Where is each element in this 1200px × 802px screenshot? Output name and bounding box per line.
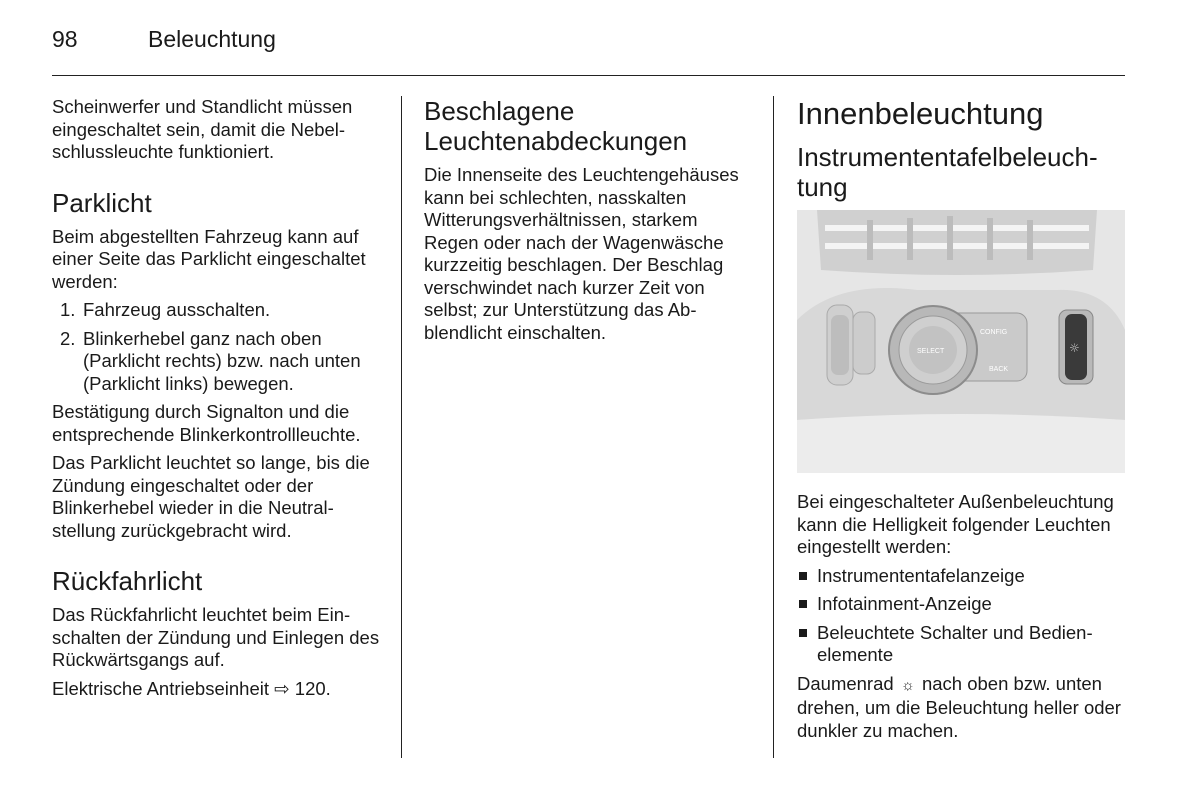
step-text: Blinkerhebel ganz nach oben (Parklicht rechts) bzw. nach unten (Parklicht links) bewegen. [83, 327, 361, 394]
header-divider [52, 75, 1125, 76]
list-item: Instrumententafelanzeige [797, 565, 1127, 588]
bullet-square-icon [799, 629, 807, 637]
step-text: Fahrzeug ausschalten. [83, 299, 271, 320]
list-item [52, 299, 382, 322]
rueckfahrlicht-paragraph: Das Rückfahrlicht leuchtet beim Einschalten der Zündung und Einlegen des Rückwärtsgangs auf. [52, 604, 380, 670]
adjustable-lights-list [797, 565, 1127, 667]
step-number: 1. [60, 299, 76, 320]
parklicht-paragraph-2: Bestätigung durch Signalton und die entsprechende Blinkerkontrollleuchte. [52, 401, 361, 445]
thumbwheel-paragraph: Daumenrad ☼ nach oben bzw. unten drehen, um die Beleuchtung heller oder dunkler zu machen. [797, 672, 1121, 741]
dashboard-control-illustration [797, 210, 1125, 473]
fogging-heading: Beschlagene Leuchtenabdeckungen [424, 96, 688, 156]
page-header [52, 26, 1125, 76]
rueckfahrlicht-heading: Rückfahrlicht [52, 566, 203, 596]
page-number: 98 [52, 26, 78, 52]
column-divider-2 [773, 96, 774, 758]
column-left [52, 96, 382, 706]
list-item: Infotainment-Anzeige [797, 593, 1127, 616]
section-heading: Innenbeleuchtung [797, 96, 1044, 131]
parklicht-paragraph-3: Das Parklicht leuchtet so lange, bis die Zündung eingeschaltet oder der Blinkerhebel wieder in die Neutralstellung zurückgebracht wird. [52, 452, 370, 541]
reference-page: 120. [289, 677, 331, 699]
bullet-square-icon [799, 600, 807, 608]
step-number: 2. [60, 327, 76, 349]
cross-reference[interactable] [52, 678, 382, 701]
column-middle [424, 96, 754, 350]
column-right [797, 96, 1127, 748]
column-divider-1 [401, 96, 402, 758]
parklicht-paragraph-1: Beim abgestellten Fahrzeug kann auf einer Seite das Parklicht eingeschaltet werden: [52, 225, 366, 292]
list-item [52, 328, 382, 396]
intro-paragraph: Scheinwerfer und Standlicht müssen eingeschaltet sein, damit die Nebelschlussleuchte funktioniert. [52, 96, 353, 162]
reference-text: Elektrische Antriebseinheit [52, 677, 275, 699]
fogging-paragraph: Die Innenseite des Leuchtengehäuses kann bei schlechten, nasskalten Witterungsverhältnissen, starkem Regen oder nach der Wagenwäsche kurzzeitig beschlagen. Der Beschlag verschwindet nach kurzer Zeit von selbst; zur Unterstützung das Abblendlicht einschalten. [424, 164, 739, 343]
select-label: SELECT [917, 348, 945, 355]
parklicht-steps [52, 299, 382, 395]
brightness-intro-paragraph: Bei eingeschalteter Außenbeleuchtung kann die Helligkeit folgender Leuchten eingestellt werden: [797, 491, 1114, 557]
arrow-right-icon: ⇨ [274, 677, 290, 699]
config-label: CONFIG [980, 329, 1008, 336]
subsection-heading: Instrumententafelbeleuchtung [797, 142, 1098, 202]
back-label: BACK [989, 366, 1009, 373]
svg-text:☼: ☼ [1069, 341, 1080, 355]
chapter-title: Beleuchtung [148, 26, 276, 52]
bullet-square-icon [799, 572, 807, 580]
brightness-thumbwheel-icon: ☼ [900, 676, 915, 694]
parklicht-heading: Parklicht [52, 187, 152, 218]
list-item: Beleuchtete Schalter und Bedienelemente [797, 622, 1127, 667]
